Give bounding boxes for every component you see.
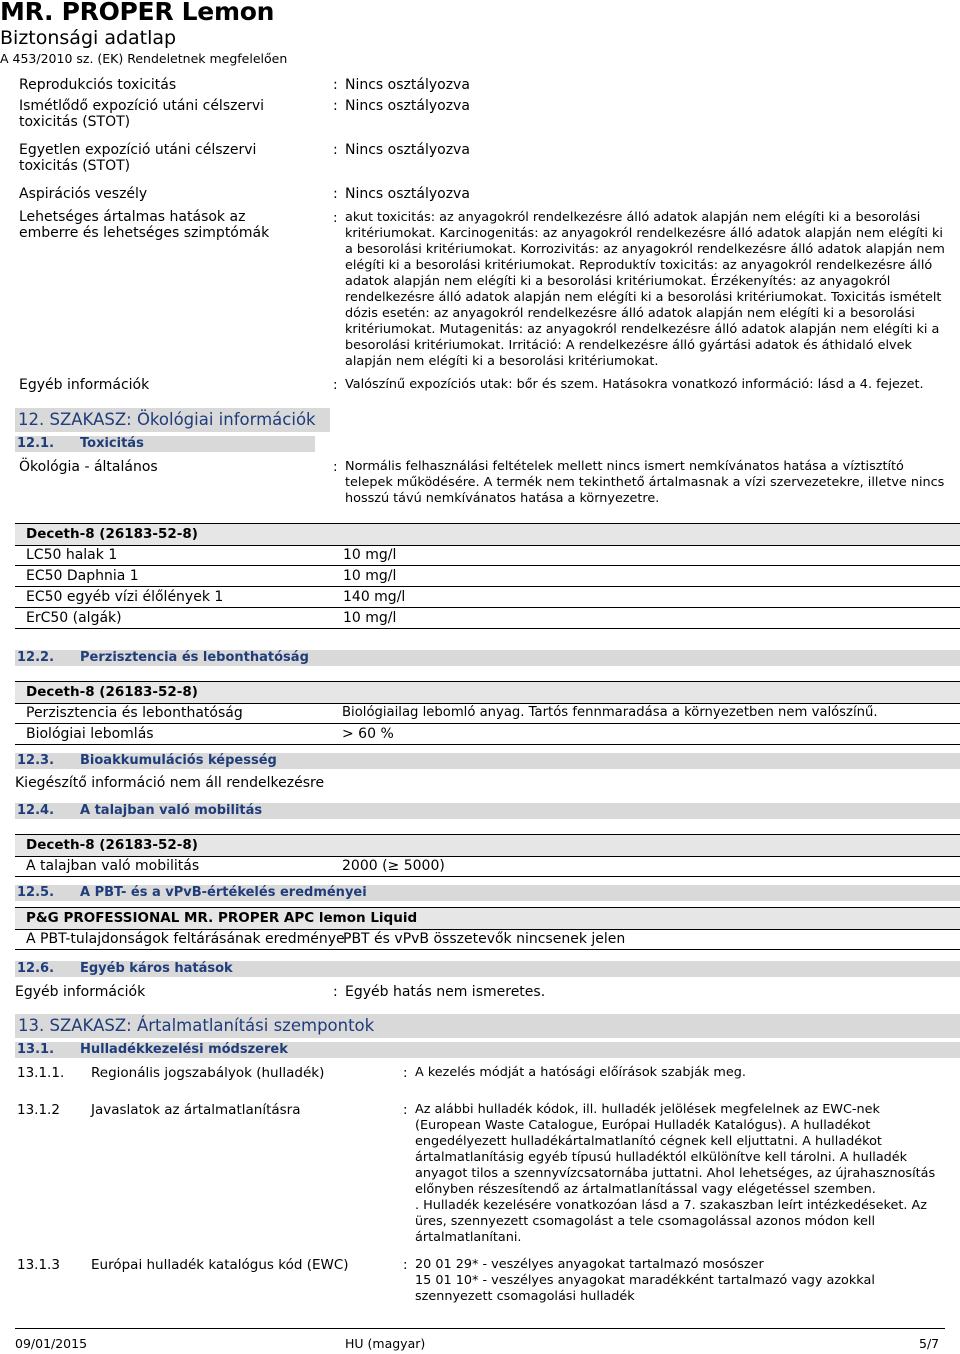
waste-row-label: Európai hulladék katalógus kód (EWC): [91, 1257, 349, 1273]
footer-divider: [15, 1328, 945, 1329]
footer-language: HU (magyar): [345, 1336, 426, 1351]
colon: :: [333, 186, 338, 202]
table-header: [15, 523, 960, 546]
waste-row-number: 13.1.1.: [17, 1065, 65, 1081]
table-row: [15, 929, 960, 950]
tox-row-label: Egyetlen expozíció utáni célszervi toxicitás (STOT): [19, 142, 257, 174]
table-row: [15, 703, 960, 724]
bioaccumulation-note: Kiegészítő információ nem áll rendelkezésre: [15, 775, 325, 791]
subsection-number: 12.4.: [17, 803, 55, 818]
table-cell-label: Perzisztencia és lebonthatóság: [26, 705, 243, 721]
waste-row-label: Javaslatok az ártalmatlanításra: [91, 1102, 301, 1118]
table-row: [15, 724, 960, 745]
tox-row-label: Reprodukciós toxicitás: [19, 77, 177, 93]
subsection-number: 12.5.: [17, 885, 55, 900]
table-cell-label: ErC50 (algák): [26, 610, 122, 626]
ecology-value: Normális felhasználási feltételek mellett nincs ismert nemkívánatos hatása a víztisztító telepek működésére. A termék nem tekinthető ártalmasnak a vízi szervezetekre, illetve nincs hosszú távú nemkívánatos hatása a környezetre.: [345, 459, 945, 506]
ecology-label: Ökológia - általános: [19, 459, 158, 475]
colon: :: [333, 77, 338, 93]
colon: :: [333, 984, 338, 1000]
subsection-number: 12.2.: [17, 650, 55, 665]
subsection-title: Bioakkumulációs képesség: [80, 753, 277, 768]
colon: :: [333, 377, 338, 393]
table-cell-label: EC50 Daphnia 1: [26, 568, 139, 584]
tox-row-value: Nincs osztályozva: [345, 142, 470, 158]
table-cell-value: 10 mg/l: [343, 547, 397, 563]
footer-date: 09/01/2015: [15, 1336, 88, 1351]
colon: :: [333, 459, 338, 475]
colon: :: [333, 142, 338, 158]
tox-row-label: Aspirációs veszély: [19, 186, 148, 202]
table-header: [15, 907, 960, 930]
waste-row-value: A kezelés módját a hatósági előírások szabják meg.: [415, 1065, 746, 1080]
colon: :: [333, 98, 338, 114]
colon: :: [403, 1102, 408, 1118]
tox-row-value: akut toxicitás: az anyagokról rendelkezésre álló adatok alapján nem elégíti ki a besorolási kritériumokat. Karcinogenitás: az anyagokról rendelkezésre álló adatok alapján nem elégíti ki a besorolási kritériumokat. Korrozivitás: az anyagokról rendelkezésre álló adatok alapján nem elégíti ki a besorolási kritériumokat. Reproduktív toxicitás: az anyagokról rendelkezésre álló adatok alapján nem elégíti ki a besorolási kritériumokat. Érzékenyítés: az anyagokról rendelkezésre álló adatok alapján nem elégíti ki a besorolási kritériumokat. Toxicitás ismételt dózis esetén: az anyagokról rendelkezésre álló adatok alapján nem elégíti ki a besorolási kritériumokat. Mutagenitás: az anyagokról rendelkezésre álló adatok alapján nem elégíti ki a besorolási kritériumokat. Irritáció: A rendelkezésre álló gyártási adatok és áthidaló elvek alapján nem elégíti ki a besorolási kritériumokat.: [345, 210, 945, 369]
other-info-label: Egyéb információk: [15, 984, 146, 1000]
subsection-number: 12.1.: [17, 436, 55, 451]
regulation-note: A 453/2010 sz. (EK) Rendeletnek megfelelően: [0, 51, 288, 66]
tox-row-label: Egyéb információk: [19, 377, 150, 393]
tox-row-value: Nincs osztályozva: [345, 186, 470, 202]
table-row: [15, 545, 960, 566]
subsection-number: 12.3.: [17, 753, 55, 768]
subsection-number: 13.1.: [17, 1042, 55, 1057]
subsection-title: Toxicitás: [80, 436, 144, 451]
table-row: [15, 587, 960, 608]
colon: :: [403, 1065, 408, 1081]
tox-row-label: Ismétlődő expozíció utáni célszervi toxicitás (STOT): [19, 98, 265, 130]
waste-row-number: 13.1.3: [17, 1257, 60, 1273]
table-row: [15, 566, 960, 587]
tox-row-value: Nincs osztályozva: [345, 98, 470, 114]
table-header: [15, 681, 960, 704]
subsection-title: A talajban való mobilitás: [80, 803, 263, 818]
table-cell-label: A PBT-tulajdonságok feltárásának eredménye: [26, 931, 345, 947]
table-cell-value: 10 mg/l: [343, 610, 397, 626]
footer-page-number: 5/7: [919, 1336, 940, 1351]
colon: :: [333, 210, 338, 226]
subsection-bar: [15, 436, 315, 452]
section-13-title: 13. SZAKASZ: Ártalmatlanítási szempontok: [18, 1016, 375, 1035]
table-cell-value: 2000 (≥ 5000): [342, 858, 445, 874]
product-title: MR. PROPER Lemon: [0, 0, 275, 26]
table-cell-value: > 60 %: [342, 726, 394, 742]
table-row: [15, 856, 960, 877]
waste-row-value: 20 01 29* - veszélyes anyagokat tartalmazó mosószer: [415, 1257, 764, 1272]
waste-row-value-continued: . Hulladék kezelésére vonatkozóan lásd a 7. szakaszban leírt intézkedéseket. Az üres, szennyezett csomagolást a tele csomagolással azonos módon kell ártalmatlanítani.: [415, 1198, 927, 1245]
subsection-title: Egyéb káros hatások: [80, 961, 233, 976]
colon: :: [403, 1257, 408, 1273]
other-info-value: Egyéb hatás nem ismeretes.: [345, 984, 546, 1000]
waste-row-number: 13.1.2: [17, 1102, 60, 1118]
table-header-text: P&G PROFESSIONAL MR. PROPER APC lemon Liquid: [26, 910, 418, 926]
waste-row-value: Az alábbi hulladék kódok, ill. hulladék jelölések megfelelnek az EWC-nek (European Waste Catalogue, Európai Hulladék Katalógus). A hulladékot engedélyezett hulladékártalmatlanító cégnek kell eljuttatni. A hulladékot ártalmatlanításig egyéb típusú hulladéktól elkülönítve kell tárolni. A hulladék anyagot tilos a szennyvízcsatornába juttatni. Ahol lehetséges, az újrahasznosítás előnyben részesítendő az ártalmatlanítással vagy elégetéssel szemben.: [415, 1102, 936, 1197]
table-header: [15, 834, 960, 857]
tox-row-value: Valószínű expozíciós utak: bőr és szem. Hatásokra vonatkozó információ: lásd a 4. fejezet.: [345, 377, 924, 392]
subsection-title: A PBT- és a vPvB-értékelés eredményei: [80, 885, 367, 900]
table-cell-label: EC50 egyéb vízi élőlények 1: [26, 589, 224, 605]
tox-row-label: Lehetséges ártalmas hatások az emberre és lehetséges szimptómák: [19, 209, 270, 241]
document-title: Biztonsági adatlap: [0, 27, 177, 49]
table-cell-label: Biológiai lebomlás: [26, 726, 154, 742]
table-cell-label: A talajban való mobilitás: [26, 858, 200, 874]
subsection-title: Perzisztencia és lebonthatóság: [80, 650, 309, 665]
table-header-text: Deceth-8 (26183-52-8): [26, 837, 198, 853]
table-cell-value: 10 mg/l: [343, 568, 397, 584]
table-header-text: Deceth-8 (26183-52-8): [26, 684, 198, 700]
waste-row-value-continued: 15 01 10* - veszélyes anyagokat maradékként tartalmazó vagy azokkal szennyezett csomagolási hulladék: [415, 1273, 875, 1304]
tox-row-value: Nincs osztályozva: [345, 77, 470, 93]
table-cell-value: Biológiailag lebomló anyag. Tartós fennmaradása a környezetben nem valószínű.: [342, 705, 878, 720]
subsection-number: 12.6.: [17, 961, 55, 976]
table-header-text: Deceth-8 (26183-52-8): [26, 526, 198, 542]
table-cell-label: LC50 halak 1: [26, 547, 118, 563]
table-row: [15, 608, 960, 629]
table-cell-value: 140 mg/l: [343, 589, 406, 605]
waste-row-label: Regionális jogszabályok (hulladék): [91, 1065, 325, 1081]
subsection-title: Hulladékkezelési módszerek: [80, 1042, 288, 1057]
section-12-title: 12. SZAKASZ: Ökológiai információk: [18, 410, 316, 429]
table-cell-value: PBT és vPvB összetevők nincsenek jelen: [343, 931, 626, 947]
